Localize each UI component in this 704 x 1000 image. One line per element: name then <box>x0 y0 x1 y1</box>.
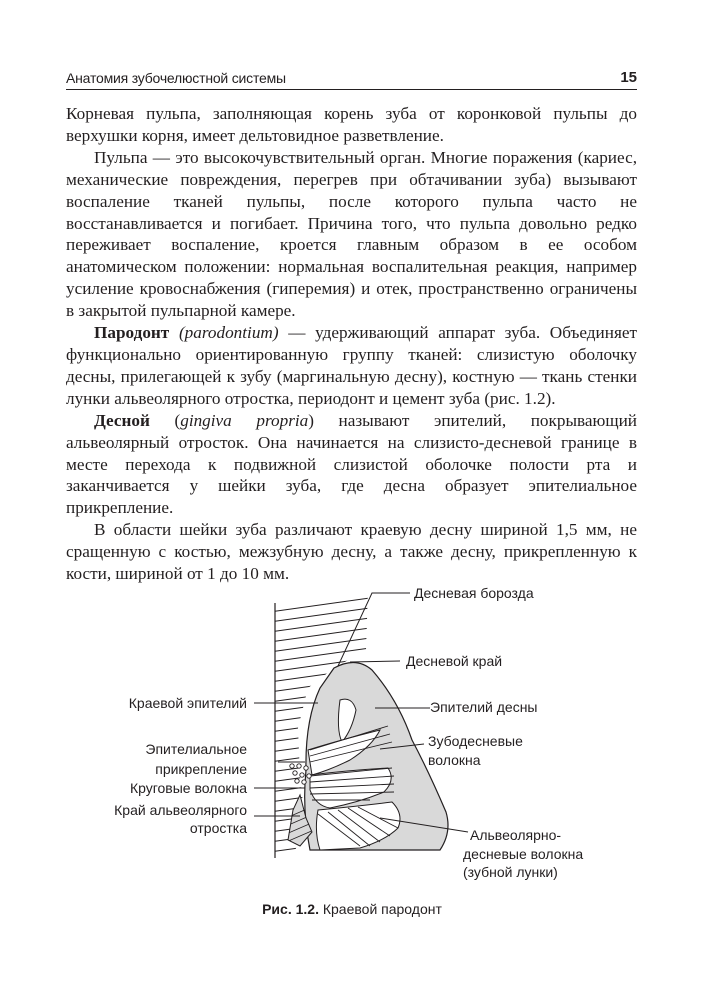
label-epithelial-attachment-2: прикрепление <box>155 761 247 777</box>
paragraph-gingiva-zones: В области шейки зуба различают краевую десну шириной 1,5 мм, не сращенную с костью, межзубную десну, а также десну, прикрепленную к кости, шириной от 1 до 10 мм. <box>66 520 637 584</box>
label-gingival-margin: Десневой край <box>406 653 503 669</box>
leader-gingival-sulcus <box>338 593 410 666</box>
page-number: 15 <box>620 69 637 86</box>
paragraph-parodontium <box>66 322 637 410</box>
label-alveologingival-fibers-3: (зубной лунки) <box>463 864 558 880</box>
label-alveolar-crest-2: отростка <box>189 820 247 836</box>
latin-parodontium: (parodontium) <box>178 323 279 343</box>
label-circular-fibers: Круговые волокна <box>129 780 247 796</box>
label-marginal-epithelium: Краевой эпителий <box>128 695 247 711</box>
paragraph-root-pulp: Корневая пульпа, заполняющая корень зуба от коронковой пульпы до верхушки корня, имеет дельтовидное разветвление. <box>66 104 637 145</box>
leader-gingival-margin <box>350 661 400 662</box>
figure-caption <box>0 901 704 917</box>
label-gingival-epithelium: Эпителий десны <box>430 699 538 715</box>
caption-text: Краевой пародонт <box>318 901 442 917</box>
label-dentogingival-fibers-2: волокна <box>428 752 481 768</box>
latin-gingiva: gingiva propria <box>180 410 309 430</box>
paragraph-gingiva-text: ) называют эпителий, покрывающий альвеолярный отросток. Она начинается на слизисто-десневой границе в месте перехода к подвижной слизистой оболочке полости рта и заканчивается у шейки зуба, где десна образует эпителиальное прикрепление. <box>66 410 637 518</box>
paragraph-gingiva: Десной (gingiva propria) называют эпителий, покрывающий альвеолярный отросток. Она начинается на слизисто-десневой границе в месте перехода к подвижной слизистой оболочке полости рта и заканчивается у шейки зуба, где десна образует эпителиальное прикрепление. <box>66 410 637 518</box>
term-parodontium: Пародонт <box>94 323 170 343</box>
label-alveologingival-fibers-1: Альвеолярно- <box>470 827 562 843</box>
label-alveologingival-fibers-2: десневые волокна <box>463 846 584 862</box>
header-rule <box>66 89 637 90</box>
label-gingival-sulcus: Десневая борозда <box>414 585 534 601</box>
figure-marginal-periodontium <box>0 570 704 940</box>
running-head <box>66 66 637 90</box>
running-title: Анатомия зубочелюстной системы <box>66 70 286 86</box>
paragraph-pulp: Пульпа — это высокочувствительный орган. Многие поражения (кариес, механические повреждения, перегрев при обтачивании зуба) вызывают воспаление тканей пульпы, после которого пульпа часто не восстанавливается и погибает. Причина того, что пульпа довольно редко переживает воспаление, кроется главным образом в ее особом анатомическом положении: нормальная воспалительная реакция, например усиление кровоснабжения (гиперемия) и отек, пространственно ограничены в закрытой пульпарной камере. <box>66 147 637 321</box>
body-text <box>66 103 637 585</box>
term-gingiva: Десной <box>94 410 150 430</box>
label-alveolar-crest-1: Край альвеолярного <box>114 802 247 818</box>
paragraph-parodontium-text: — удерживающий аппарат зуба. Объединяет функционально ориентированную группу тканей: слизистую оболочку десны, прилегающей к зубу (маргинальную десну), костную — ткань стенки лунки альвеолярного отростка, периодонт и цемент зуба (рис. 1.2). <box>66 323 637 408</box>
caption-label: Рис. 1.2. <box>262 901 319 917</box>
label-epithelial-attachment-1: Эпителиальное <box>145 741 247 757</box>
label-dentogingival-fibers-1: Зубодесневые <box>428 733 523 749</box>
